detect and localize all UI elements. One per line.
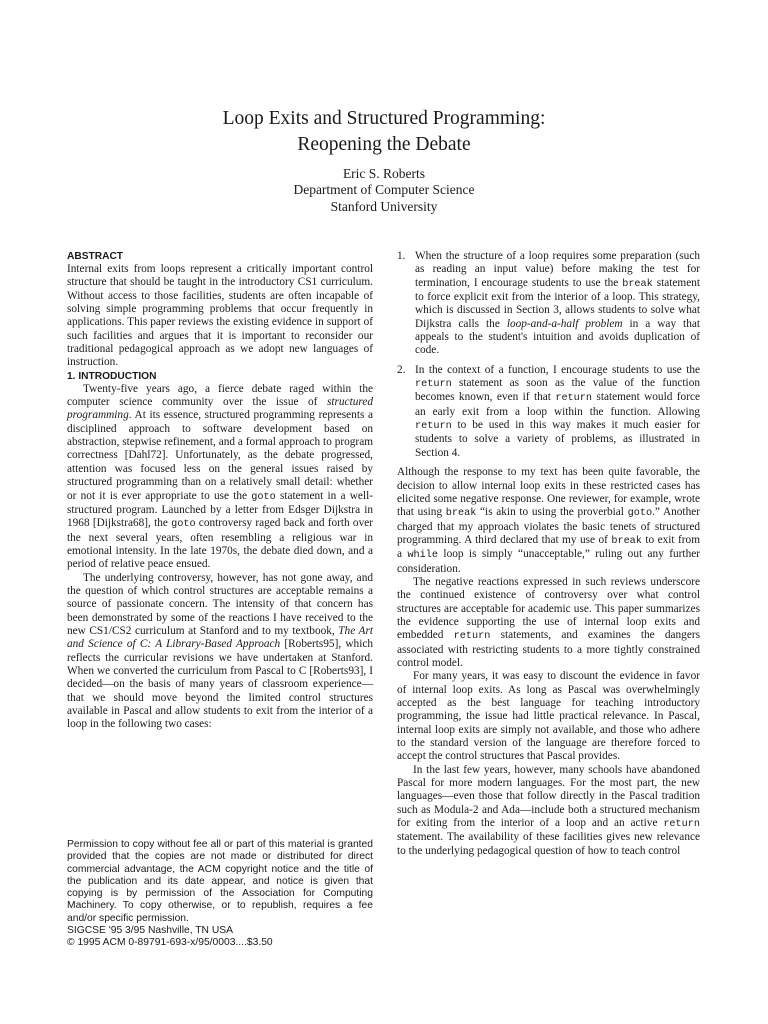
inline-code: return	[415, 379, 452, 391]
title-line-2: Reopening the Debate	[297, 134, 471, 155]
inline-code: goto	[627, 508, 653, 520]
intro-paragraph-2: The underlying controversy, however, has not gone away, and the question of which control structures are acceptable remains a source of passionate concern. The intensity of that concern has been demonstrated by some of the reactions I have received to the new CS1/CS2 curriculum at Stanford and to my textbook, The Art and Science of C: A Library-Based Approach [Roberts95], which reflects the curricular revisions we have undertaken at Stanford. When we converted the curriculum from Pascal to C [Roberts93], I decided—on the basis of many years of classroom experience—that we should move beyond the limited control structures available in Pascal and allow students to exit from the interior of a loop in the following two cases:	[67, 571, 373, 731]
permission-notice	[67, 839, 373, 950]
inline-code: break	[445, 508, 477, 520]
inline-code: goto	[171, 519, 196, 531]
conference-info: SIGCSE '95 3/95 Nashville, TN USA	[67, 925, 234, 937]
author-name: Eric S. Roberts	[342, 166, 426, 181]
right-column	[397, 250, 700, 858]
list-item: 1. When the structure of a loop requires some preparation (such as reading an input value) before making the test for termination, I encourage students to use the break statement to force explicit exit from the interior of a loop. This strategy, which is discussed in Section 3, allows students to solve what Dijkstra calls the loop-and-a-half problem in a way that appeals to the student's intuition and avoids duplication of code.	[397, 250, 700, 357]
loop-exit-cases-list	[397, 250, 700, 460]
introduction-heading: 1. INTRODUCTION	[67, 370, 157, 382]
permission-text: Permission to copy without fee all or part of this material is granted provided that the copies are not made or distributed for direct commercial advantage, the ACM copyright notice and the title of the publication and its date appear, and notice is given that copying is by permission of the Association for Computing Machinery. To copy otherwise, or to republish, requires a fee and/or specific permission.	[67, 839, 373, 924]
body-paragraph-4: In the last few years, however, many schools have abandoned Pascal for more modern languages. For the most part, the new languages—even those that follow directly in the Pascal tradition such as Modula-2 and Ada—include both a structured mechanism for exiting from the interior of a loop and an active return statement. The availability of these facilities gives new relevance to the underlying pedagogical question of how to teach control	[397, 763, 700, 857]
list-item: 2. In the context of a function, I encourage students to use the return statement as soon as the value of the function becomes known, even if that return statement would force an early exit from a loop within the function. Allowing return to be used in this way makes it much easier for students to solve a variety of problems, as illustrated in Section 4.	[397, 363, 700, 459]
author-university: Stanford University	[330, 198, 438, 214]
body-paragraph-2: The negative reactions expressed in such reviews underscore the continued existence of controversy over what control structures are acceptable for academic use. This paper summarizes the evidence supporting the use of internal loop exits and embedded return statements, and examines the dangers associated with restricting students to a more tightly constrained control model.	[397, 575, 700, 669]
author-block	[0, 166, 768, 215]
title-line-1: Loop Exits and Structured Programming:	[222, 108, 546, 129]
body-paragraph-1: Although the response to my text has been quite favorable, the decision to allow internal loop exits in these restricted cases has elicited some negative response. One reviewer, for example, wrote that using break “is akin to using the proverbial goto.” Another charged that my approach violates the basic tenets of structured programming. A third declared that my use of break to exit from a while loop is simply “unacceptable,” ruling out any further consideration.	[397, 466, 700, 575]
abstract-text: Internal exits from loops represent a critically important control structure that should be taught in the introductory CS1 curriculum. Without access to those facilities, students are often incapable of solving simple programming problems that occur frequently in applications. This paper reviews the existing evidence in support of such facilities and argues that it is important to reconsider our traditional pedagogical approach as we adopt new languages of instruction.	[67, 263, 373, 369]
inline-code: return	[415, 421, 452, 433]
intro-paragraph-1: Twenty-five years ago, a fierce debate raged within the computer science community over the issue of structured programming. At its essence, structured programming represents a disciplined approach to software development based on abstraction, stepwise refinement, and a formal approach to program correctness [Dahl72]. Unfortunately, as the debate progressed, attention was focused less on the general issues raised by structured programming than on a relatively small detail: whether or not it is ever appropriate to use the goto statement in a well-structured program. Launched by a letter from Edsger Dijkstra in 1968 [Dijkstra68], the goto controversy raged back and forth over the next several years, often resembling a religious war in emotional intensity. In the late 1970s, the debate died down, and a period of relative peace ensued.	[67, 382, 373, 571]
paper-title	[0, 106, 768, 158]
inline-code: while	[407, 550, 439, 562]
abstract-heading: ABSTRACT	[67, 251, 124, 262]
inline-code: break	[622, 278, 653, 290]
inline-code: return	[453, 631, 491, 643]
inline-code: return	[663, 819, 700, 831]
copyright-line: © 1995 ACM 0-89791-693-x/95/0003....$3.50	[67, 937, 273, 949]
inline-code: return	[555, 393, 593, 405]
inline-code: break	[611, 535, 642, 547]
author-department: Department of Computer Science	[293, 182, 475, 198]
left-column	[67, 250, 373, 732]
title-block	[0, 106, 768, 215]
body-paragraph-3: For many years, it was easy to discount the evidence in favor of internal loop exits. As long as Pascal was overwhelmingly accepted as the best language for teaching introductory programming, the issue had little practical relevance. In Pascal, internal loop exits are simply not available, and those who adhere to the standard version of the language are therefore forced to accept the control structures that Pascal provides.	[397, 670, 700, 763]
inline-code: goto	[251, 491, 276, 503]
